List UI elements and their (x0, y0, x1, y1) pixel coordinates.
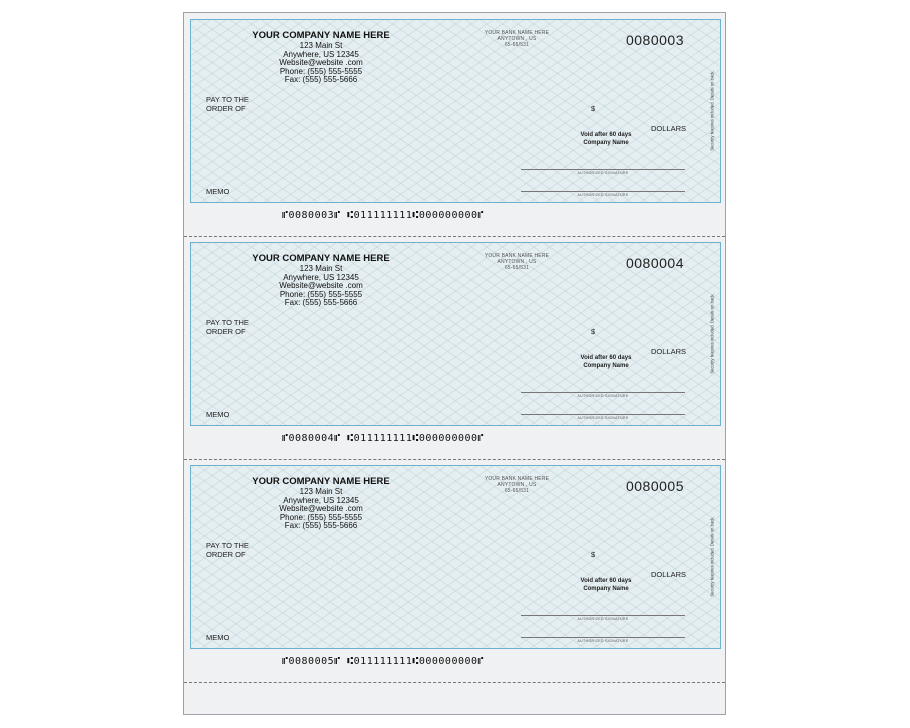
company-address: 123 Main St (299, 264, 343, 273)
amount-dollar-sign: $ (591, 327, 596, 336)
dollars-label: DOLLARS (651, 124, 687, 133)
security-note: Security features included. Details on back. (709, 293, 715, 374)
bank-name: YOUR BANK NAME HERE (484, 30, 550, 36)
void-text: Void after 60 days (580, 578, 632, 584)
bank-city: ANYTOWN , US (497, 482, 537, 488)
check-number: 0080004 (625, 255, 684, 271)
micr-line: ⑈0080005⑈ ⑆011111111⑆000000000⑈ (282, 656, 485, 667)
check-number: 0080005 (625, 478, 684, 494)
void-company: Company Name (583, 362, 629, 369)
void-company: Company Name (583, 585, 629, 592)
signature-label: AUTHORIZED SIGNATURE (577, 617, 629, 621)
perforation-line (184, 682, 725, 683)
pay-to-label (206, 542, 249, 559)
micr-line: ⑈0080003⑈ ⑆011111111⑆000000000⑈ (282, 210, 485, 221)
bank-code: 65-65/531 (504, 265, 530, 271)
void-notice (571, 132, 641, 147)
signature-line (521, 392, 685, 393)
bank-code: 65-65/531 (504, 42, 530, 48)
bank-block (481, 253, 553, 271)
signature-line (521, 615, 685, 616)
company-address: 123 Main St (299, 41, 343, 50)
company-website: Website@website .com (279, 58, 363, 68)
dollars-label: DOLLARS (651, 347, 687, 356)
micr-line: ⑈0080004⑈ ⑆011111111⑆000000000⑈ (282, 433, 485, 444)
bank-name: YOUR BANK NAME HERE (484, 476, 550, 482)
bank-city: ANYTOWN , US (497, 36, 537, 42)
company-name: YOUR COMPANY NAME HERE (252, 253, 390, 264)
pay-to-line1: PAY TO THE (206, 318, 249, 327)
check-panel (184, 13, 725, 236)
bank-name: YOUR BANK NAME HERE (484, 253, 550, 259)
company-city: Anywhere, US 12345 (283, 272, 359, 282)
signature-label: AUTHORIZED SIGNATURE (577, 394, 629, 398)
company-phone: Phone: (555) 555-5555 (279, 66, 363, 76)
signature-line (521, 169, 685, 170)
void-company: Company Name (583, 139, 629, 146)
signature-label: AUTHORIZED SIGNATURE (577, 639, 629, 643)
company-name: YOUR COMPANY NAME HERE (252, 476, 390, 487)
dollars-label: DOLLARS (651, 570, 687, 579)
company-block (236, 476, 406, 531)
bank-city: ANYTOWN , US (497, 259, 537, 265)
signature-label: AUTHORIZED SIGNATURE (577, 171, 629, 175)
company-address: 123 Main St (299, 487, 343, 496)
company-website: Website@website .com (279, 504, 363, 514)
check-panel (184, 459, 725, 682)
signature-label: AUTHORIZED SIGNATURE (577, 416, 629, 420)
signature-line (521, 637, 685, 638)
void-notice (571, 578, 641, 593)
pay-to-line2: ORDER OF (206, 103, 246, 113)
pay-to-line1: PAY TO THE (206, 95, 249, 104)
company-block (236, 30, 406, 85)
pay-to-label (206, 96, 249, 113)
pay-to-line2: ORDER OF (206, 549, 246, 559)
check-panel (184, 236, 725, 459)
security-note: Security features included. Details on back. (709, 70, 715, 151)
company-city: Anywhere, US 12345 (283, 49, 359, 59)
security-note: Security features included. Details on back. (709, 516, 715, 597)
company-fax: Fax: (555) 555-5666 (284, 75, 358, 85)
bank-code: 65-65/531 (504, 488, 530, 494)
pay-to-line1: PAY TO THE (206, 541, 249, 550)
company-phone: Phone: (555) 555-5555 (279, 512, 363, 522)
signature-line (521, 414, 685, 415)
void-text: Void after 60 days (580, 355, 632, 361)
check-face (190, 465, 721, 649)
memo-label: MEMO (206, 187, 230, 196)
signature-line (521, 191, 685, 192)
company-block (236, 253, 406, 308)
company-fax: Fax: (555) 555-5666 (284, 521, 358, 531)
pay-to-line2: ORDER OF (206, 326, 246, 336)
pay-to-label (206, 319, 249, 336)
amount-dollar-sign: $ (591, 550, 596, 559)
check-face (190, 242, 721, 426)
check-number: 0080003 (625, 32, 684, 48)
memo-label: MEMO (206, 410, 230, 419)
company-fax: Fax: (555) 555-5666 (284, 298, 358, 308)
bank-block (481, 30, 553, 48)
check-face (190, 19, 721, 203)
company-phone: Phone: (555) 555-5555 (279, 289, 363, 299)
company-city: Anywhere, US 12345 (283, 495, 359, 505)
check-sheet (183, 12, 726, 715)
signature-label: AUTHORIZED SIGNATURE (577, 193, 629, 197)
company-website: Website@website .com (279, 281, 363, 291)
bank-block (481, 476, 553, 494)
memo-label: MEMO (206, 633, 230, 642)
void-text: Void after 60 days (580, 132, 632, 138)
amount-dollar-sign: $ (591, 104, 596, 113)
company-name: YOUR COMPANY NAME HERE (252, 30, 390, 41)
void-notice (571, 355, 641, 370)
